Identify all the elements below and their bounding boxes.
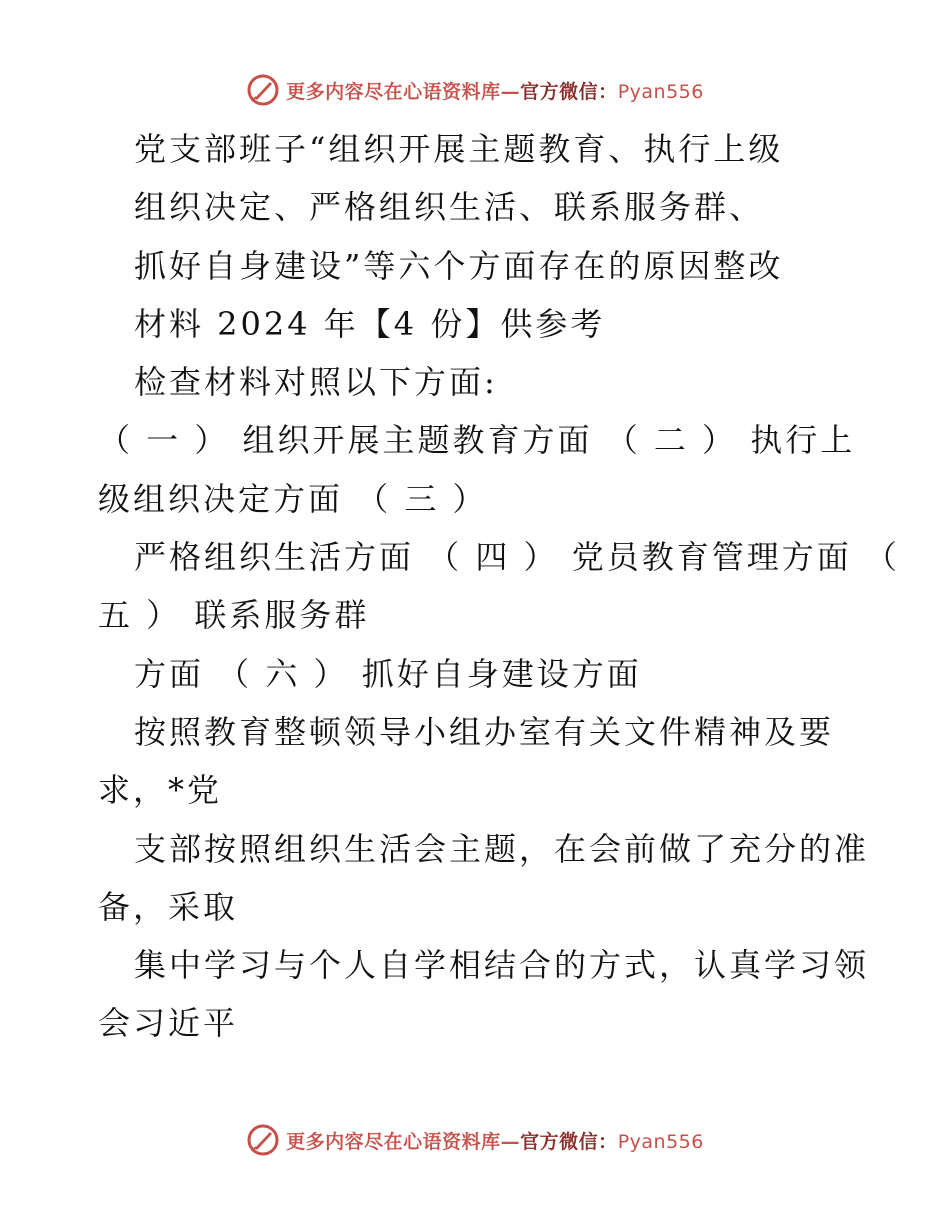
text-line: （ 一 ） 组织开展主题教育方面 （ 二 ） 执行上 [98, 421, 856, 460]
text-line: 会习近平 [98, 1004, 239, 1043]
text-line: 支部按照组织生活会主题，在会前做了充分的准 [134, 829, 870, 868]
banner-text: 更多内容尽在心语资料库—官方微信：Pyan556 [286, 1130, 704, 1153]
footer-watermark-banner [0, 1120, 950, 1160]
text-line: 组织决定、严格组织生活、联系服务群、 [134, 188, 765, 227]
text-line: 求，*党 [98, 771, 223, 810]
text-line: 抓好自身建设”等六个方面存在的原因整改 [134, 246, 784, 285]
text-line: 检查材料对照以下方面: [134, 363, 498, 402]
text-line: 五 ） 联系服务群 [98, 596, 370, 635]
red-quill-seal-icon [246, 1123, 280, 1157]
header-watermark-banner [0, 70, 950, 110]
document-body [98, 120, 900, 1053]
text-line: 备，采取 [98, 887, 239, 926]
text-line: 级组织决定方面 （ 三 ） [98, 479, 488, 518]
red-quill-seal-icon [246, 73, 280, 107]
text-line: 材料 2024 年【4 份】供参考 [134, 304, 606, 343]
text-line: 按照教育整顿领导小组办室有关文件精神及要 [134, 712, 835, 751]
text-line: 集中学习与个人自学相结合的方式，认真学习领 [134, 946, 870, 985]
text-line: 方面 （ 六 ） 抓好自身建设方面 [134, 654, 642, 693]
text-line: 严格组织生活方面 （ 四 ） 党员教育管理方面 （ [134, 538, 900, 577]
banner-text: 更多内容尽在心语资料库—官方微信：Pyan556 [286, 80, 704, 103]
text-line: 党支部班子“组织开展主题教育、执行上级 [134, 130, 784, 168]
